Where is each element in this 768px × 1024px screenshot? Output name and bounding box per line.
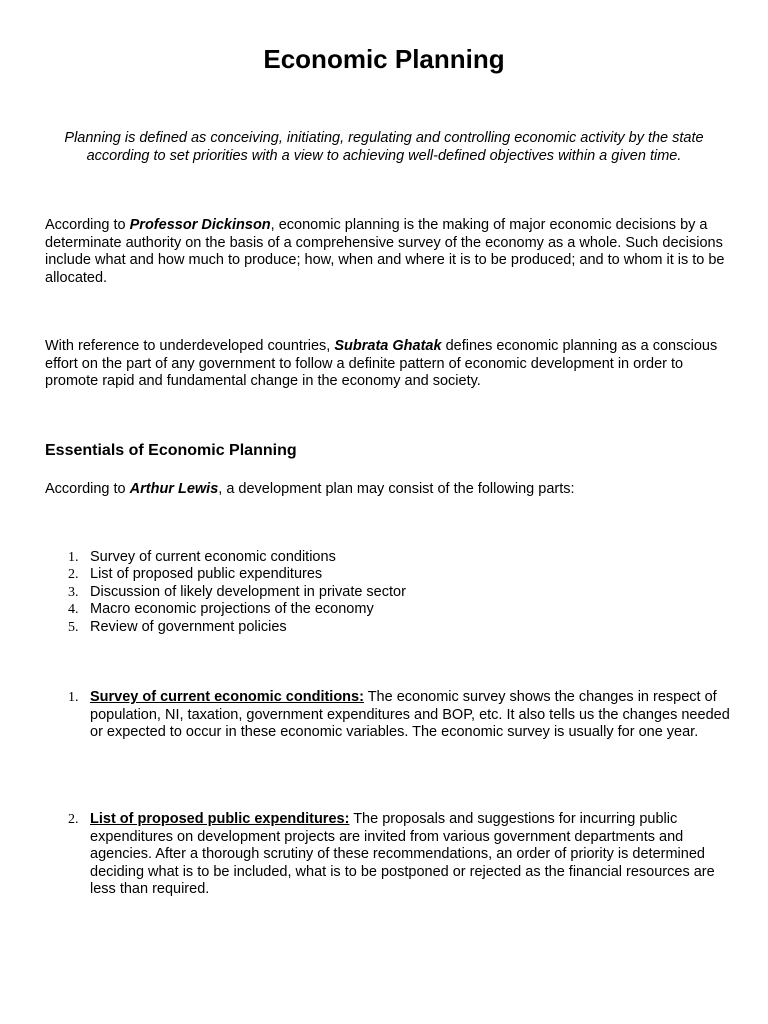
detail-text: The economic survey shows the changes in respect of population, NI, taxation, government expenditures and BOP, etc. It also tells us the changes needed or expected to occur in these economic variables. The economic survey is usually for one year. bbox=[90, 689, 730, 741]
detail-number: 2. bbox=[68, 812, 79, 827]
lewis-text: , a development plan may consist of the following parts: bbox=[218, 481, 575, 497]
lewis-prefix: According to bbox=[45, 481, 130, 497]
section-heading: Essentials of Economic Planning bbox=[45, 442, 297, 459]
list-item-number: 1. bbox=[68, 550, 79, 565]
list-item-text: List of proposed public expenditures bbox=[90, 566, 323, 583]
detail-body bbox=[90, 689, 730, 742]
dickinson-name: Professor Dickinson bbox=[129, 217, 271, 233]
ghatak-prefix: With reference to underdeveloped countries, bbox=[45, 338, 335, 354]
list-item-number: 2. bbox=[68, 567, 79, 583]
list-item-text: Discussion of likely development in private sector bbox=[90, 583, 406, 600]
detail-text: The proposals and suggestions for incurring public expenditures on development projects are invited from various government departments and agencies. After a thorough scrutiny of these recommendations, an order of priority is determined deciding what is to be included, what is to be postponed or rejected as the financial resources are less than required. bbox=[90, 811, 715, 898]
detail-expenditures bbox=[45, 811, 731, 899]
dickinson-prefix: According to bbox=[45, 217, 130, 233]
list-item-text: Macro economic projections of the economy bbox=[90, 601, 374, 618]
list-item-number: 3. bbox=[68, 584, 79, 600]
list-item bbox=[45, 566, 731, 583]
detail-heading: Survey of current economic conditions: bbox=[90, 689, 364, 705]
list-item bbox=[45, 619, 731, 636]
list-item bbox=[45, 584, 731, 601]
list-item-number: 4. bbox=[68, 602, 79, 618]
detail-body bbox=[90, 811, 730, 899]
list-item bbox=[45, 601, 731, 618]
lewis-paragraph bbox=[45, 481, 731, 499]
list-item-number: 5. bbox=[68, 619, 79, 635]
dickinson-paragraph bbox=[45, 217, 731, 287]
dickinson-text: , economic planning is the making of major economic decisions by a determinate authority on the basis of a comprehensive survey of the economy as a whole. Such decisions include what and how much to produce; how, when and where it is to be produced; and to whom it is to be allocated. bbox=[45, 217, 725, 286]
ghatak-paragraph bbox=[45, 338, 731, 391]
lewis-name: Arthur Lewis bbox=[129, 481, 219, 497]
list-item bbox=[45, 549, 731, 566]
ghatak-name: Subrata Ghatak bbox=[334, 338, 442, 354]
list-item-text: Survey of current economic conditions bbox=[90, 549, 336, 565]
page-title: Economic Planning bbox=[263, 44, 505, 74]
ghatak-text: defines economic planning as a conscious effort on the part of any government to follow a definite pattern of economic development in order to promote rapid and fundamental change in the economy and society. bbox=[45, 338, 718, 389]
detail-heading: List of proposed public expenditures: bbox=[90, 811, 350, 827]
intro-definition: Planning is defined as conceiving, initiating, regulating and controlling economic activity by the state according to set priorities with a view to achieving well-defined objectives within a given time. bbox=[64, 130, 704, 164]
detail-survey bbox=[45, 689, 731, 742]
summary-list bbox=[45, 549, 731, 636]
list-item-text: Review of government policies bbox=[90, 618, 287, 635]
detail-number: 1. bbox=[68, 690, 79, 705]
